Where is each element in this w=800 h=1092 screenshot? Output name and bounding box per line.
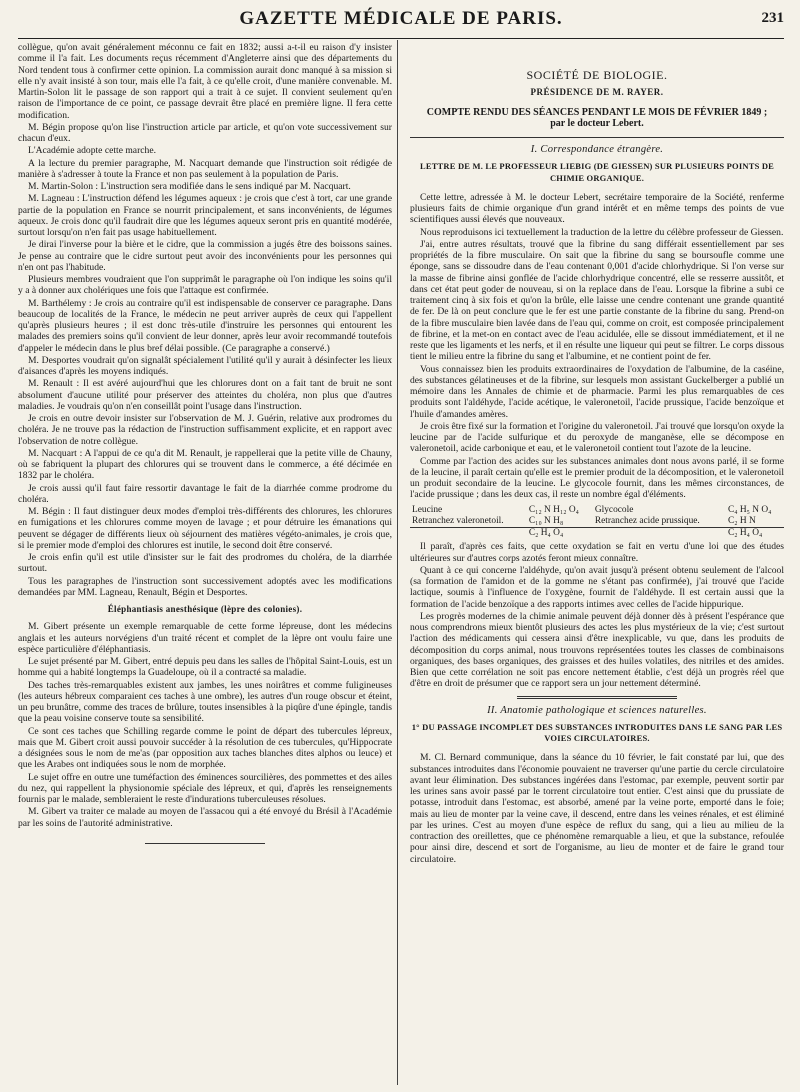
section-heading-correspondance: I. Correspondance étrangère. — [530, 144, 664, 155]
society-title: SOCIÉTÉ DE BIOLOGIE. — [526, 68, 668, 82]
paragraph: M. Cl. Bernard communique, dans la séance du 10 février, le fait constaté par lui, que des substances introduites dans l'économie pouvaient ne traverser qu'une partie du cercle circulatoire avant leur élimination. Des substances ingérées dans l'estomac, par exemple, peuvent sortir par les urines sans avoir passé par le torrent circulatoire tout entier. C'est ainsi que du prussiate de potasse, introduit dans l'estomac, est absorbé, amené par la veine porte, emporté dans le foie; mais au lieu de monter par la veine cave, il descend, entre dans les veines rénales, et est éliminé par les urines. C'est au moyen d'une espèce de reflux du sang, qui a lieu au milieu de la contraction des oreillettes, que ce phénomène remarquable a lieu, et que la substance, refoulée pour ainsi dire, descend et sort de l'organisme, au lieu de monter et de faire le grand tour circulatoire. — [410, 752, 784, 865]
separator — [410, 137, 784, 138]
formula-cell: Glycocole — [594, 504, 634, 515]
left-column — [18, 42, 392, 844]
formula-cell: C₁₂ N H₁₂ O₄ — [528, 504, 579, 515]
letter-heading: LETTRE DE M. LE PROFESSEUR LIEBIG (DE GIESSEN) SUR PLUSIEURS POINTS DE CHIMIE ORGANIQUE. — [419, 161, 775, 183]
paragraph: M. Bégin propose qu'on lise l'instruction article par article, et qu'on vote successivement sur chacun d'eux. — [18, 121, 392, 144]
formula-cell: C₁₀ N H₈ — [528, 515, 564, 526]
paragraph: L'Académie adopte cette marche. — [28, 145, 156, 157]
paragraph: Plusieurs membres voudraient que l'on supprimât le paragraphe où l'on indique les soins qu'il y a à donner aux cholériques une fois que l'attaque est confirmée. — [18, 274, 392, 297]
column-divider — [397, 40, 398, 1085]
formula-row — [410, 516, 784, 528]
formula-cell: Retranchez acide prussique. — [594, 515, 700, 526]
paragraph: M. Nacquart : A l'appui de ce qu'a dit M. Renault, je rappellerai que la petite ville de Chauny, où se fabriquent la plupart des chlorures qui se trouvent dans le commerce, a été décimée en 1832 par le choléra. — [18, 447, 392, 482]
presidence-line: PRÉSIDENCE DE M. RAYER. — [530, 87, 664, 98]
paragraph: A la lecture du premier paragraphe, M. Nacquart demande que l'instruction soit rédigée de manière à s'adresser à toute la France et non pas seulement à la population de Paris. — [18, 157, 392, 180]
paragraph: Ce sont ces taches que Schilling regarde comme le point de départ des tubercules lépreux, mais que M. Gibert croit aussi pouvoir succéder à la résolution de ces tubercules, qu'Hippocrate a désignées sous le nom de me'as (par opposition aux taches blanches dites alphos ou leuce) et que les Arabes ont indiquées sous le nom de morphée. — [18, 725, 392, 771]
formula-cell: Retranchez valeronetoil. — [412, 515, 504, 526]
paragraph: Cette lettre, adressée à M. le docteur Lebert, secrétaire temporaire de la Société, renferme plusieurs faits de chimie organique d'un grand intérêt et en même temps des points de vue scientifiques aussi élevés que nouveaux. — [410, 191, 784, 226]
paragraph: M. Martin-Solon : L'instruction sera modifiée dans le sens indiqué par M. Nacquart. — [28, 181, 351, 192]
paragraph: M. Barthélemy : Je crois au contraire qu'il est indispensable de conserver ce paragraphe. Dans beaucoup de localités de la France, le médecin ne peut arriver auprès de ceux qui l'appellent qu'après plusieurs heures ; il est donc très-utile d'instruire les personnes qui entourent les malades des premiers soins qu'il convient de leur donner, après leur avoir recommandé toutefois d'appeler le médecin dans le plus bref délai possible. (Ce paragraphe a conservé.) — [18, 297, 392, 354]
formula-cell: C₂ H₄ O₄ — [528, 528, 564, 538]
formula-cell: C₂ H N — [728, 515, 756, 526]
subsection-heading: 1° DU PASSAGE INCOMPLET DES SUBSTANCES INTRODUITES DANS LE SANG PAR LES VOIES CIRCULATOIRES. — [411, 721, 783, 743]
page-number: 231 — [761, 10, 784, 26]
paragraph: M. Gibert présente un exemple remarquable de cette forme lépreuse, dont les médecins anglais et les auteurs norvégiens d'un traité récent et complet de la lèpre ont voulu faire une espèce particulière d'éléphantiasis. — [18, 621, 392, 655]
compte-rendu-line: COMPTE RENDU DES SÉANCES PENDANT LE MOIS DE FÉVRIER 1849 ; — [426, 106, 768, 118]
formula-cell — [593, 528, 726, 540]
journal-title: GAZETTE MÉDICALE DE PARIS. — [239, 8, 563, 29]
paragraph: Le sujet présenté par M. Gibert, entré depuis peu dans les salles de l'hôpital Saint-Louis, est un homme qui a habité longtemps la Guadeloupe, où il a contracté sa maladie. — [18, 656, 392, 679]
paragraph: Vous connaissez bien les produits extraordinaires de l'oxydation de l'albumine, de la caséine, des substances gélatineuses et de la fibrine, sur lesquels mon assistant Guckelberger a publié un mémoire dans les Annales de chimie et de pharmacie. Parmi les plus remarquables de ces produits sont l'aldéhyde, l'acide acétique, le valeronetoil, l'acide prussique, l'acide benzoïque et l'huile d'amandes amères. — [410, 363, 784, 420]
double-rule — [517, 696, 677, 699]
paragraph: Le sujet offre en outre une tuméfaction des éminences sourcilières, des pommettes et des ailes du nez, qui rappellent la physionomie spéciale des lépreux, et qui, d'après les renseignements fournis par le malade, sembleraient le reste d'indurations tuberculeuses résolues. — [18, 771, 392, 805]
formula-cell: C₄ H₅ N O₄ — [728, 504, 772, 515]
paragraph: J'ai, entre autres résultats, trouvé que la fibrine du sang différait essentiellement par ses propriétés de la fibre musculaire. On sait que la fibrine du sang se boursoufle comme une éponge, sans se dissoudre dans de l'eau contenant 0,001 d'acide chlorhydrique. Si l'on verse sur la masse de fibrine ainsi gonflée de l'acide chlorhydrique concentré, elle se resserre aussitôt, et dans cet état peut goder de nouveau, si on la replace dans de l'eau. Lorsque la fibrine a subi ce traitement cinq à six fois et qu'on la brûle, elle laisse une cendre contenant une grande quantité de fer. De là on peut conclure que le fer est une partie constante de la fibrine du sang. Prend-on de la fibre musculaire bien lavée dans de l'eau qui, comme on croit, est composée principalement de fibrine, et la met-on en contact avec de l'eau acidulée, elle se dissout immédiatement, et il ne reste que les ligaments et les nerfs, et il en résulte une liqueur qui peut se filtrer. Le corps dissous tient le milieu entre la fibrine du sang et l'albumine, et ne contient point de fer. — [410, 238, 784, 363]
paragraph: M. Bégin : Il faut distinguer deux modes d'emploi très-différents des chlorures, les chlorures en fumigations et les chlorures comme moyen de lavage ; et pour détruire les émanations qui peuvent se dégager de différents lieux où séjournent des matières végéto-animales, je crois que, si le premier mode d'emploi des chlorures est inutile, le second doit être conservé. — [18, 506, 392, 551]
formula-table — [410, 505, 784, 540]
paragraph: Nous reproduisons ici textuellement la traduction de la lettre du célèbre professeur de Giessen. — [420, 226, 784, 238]
formula-row — [410, 505, 784, 516]
formula-cell: C₂ H₄ O₄ — [728, 528, 763, 538]
section-heading-elephantiasis: Éléphantiasis anesthésique (lèpre des colonies). — [107, 604, 303, 614]
paragraph: Je crois être fixé sur la formation et l'origine du valeronetoil. J'ai trouvé que lorsqu'on oxyde la leucine par de l'acide sulfurique et du peroxyde de manganèse, elle se décompose en valeronetoil, acide carbonique et eau, et le valeronetoil contient tout l'azote de la leucine. — [410, 420, 784, 455]
paragraph: Les progrès modernes de la chimie animale peuvent déjà donner dès à présent l'espérance que nous comprendrons mieux bientôt plusieurs des actes les plus mystérieux de la vie; c'est surtout l'action des médicaments qui cessera ainsi d'être inexplicable, vu que, dans les produits de décomposition du corps animal, nous trouvons représentées toutes les classes de combinaisons organiques, des bases organiques, des graisses et des huiles volatiles, des nitriles et des amides. Bien que cette corrélation ne soit pas encore nettement établie, c'est déjà un progrès réel que d'être en droit de présumer que ce rapport sera un jour nettement déterminé. — [410, 610, 784, 690]
section-heading-anatomie: II. Anatomie pathologique et sciences naturelles. — [487, 704, 707, 716]
paragraph: Il paraît, d'après ces faits, que cette oxydation se fait en vertu d'une loi que des études ultérieures sur d'autres corps azotés feront mieux connaître. — [410, 541, 784, 564]
formula-cell — [410, 528, 527, 540]
paragraph: M. Renault : Il est avéré aujourd'hui que les chlorures dont on a fait tant de bruit ne sont absolument d'aucune utilité pour préserver des atteintes du choléra, non plus que d'autres maladies. Je voudrais qu'on n'en conseillât point l'usage dans l'instruction. — [18, 378, 392, 412]
paragraph: Comme par l'action des acides sur les substances animales dont nous avons parlé, il se forme de la leucine, il paraît certain qu'elle est le premier produit de la décomposition, et le valeronetoil un produit secondaire de la leucine. Le glycocole fournit, dans les mêmes circonstances, de l'acide prussique ; dans les deux cas, il reste un nombre égal d'éléments. — [410, 455, 784, 501]
right-column — [410, 42, 784, 866]
paragraph: Quant à ce qui concerne l'aldéhyde, qu'on avait jusqu'à présent obtenu seulement de l'alcool (sa formation de l'amidon et de la gomme ne s'étant pas confirmée), j'ai trouvé que l'acide lactique, soumis à l'influence de l'oxygène, fournit de l'aldéhyde. Il est certain aussi que la formation de l'acide benzoïque a des rapports intimes avec celles de l'acide hippurique. — [410, 564, 784, 610]
paragraph: collègue, qu'on avait généralement méconnu ce fait en 1832; aussi a-t-il eu raison d'y insister comme il l'a fait. Les documents reçus récemment d'Angleterre ainsi que des départements du Nord tendent tous à confirmer cette opinion. La commission aurait donc manqué à sa mission si elle n'y avait insisté à son tour, mais elle l'a fait, à ce qu'elle croit, d'une manière convenable. M. Martin-Solon lit le passage de son rapport qui a trait à ce sujet. Il convient seulement qu'en raison de l'importance de ce point, ce passage devrait être placé en première ligne. Il fera cette modification. — [18, 42, 392, 121]
formula-row — [410, 528, 784, 540]
paragraph: Je crois enfin qu'il est utile d'insister sur le fait des prodromes du choléra, de la diarrhée surtout. — [18, 552, 392, 575]
paragraph: Je crois en outre devoir insister sur l'observation de M. J. Guérin, relative aux prodromes du choléra. Je ne trouve pas la rédaction de l'instruction suffisamment explicite, et en rapport avec l'observation de notre collègue. — [18, 413, 392, 447]
paragraph: Je crois aussi qu'il faut faire ressortir davantage le fait de la diarrhée comme prodrome du choléra. — [18, 482, 392, 505]
paragraph: M. Gibert va traiter ce malade au moyen de l'assacou qui a été envoyé du Brésil à l'Académie par les soins de l'autorité administrative. — [18, 806, 392, 829]
compte-rendu-author: par le docteur Lebert. — [550, 117, 644, 129]
paragraph: Tous les paragraphes de l'instruction sont successivement adoptés avec les modifications demandées par MM. Lagneau, Renault, Bégin et Desportes. — [18, 575, 392, 598]
paragraph: Je dirai l'inverse pour la bière et le cidre, que la commission a jugés être des boissons saines. Je pense au contraire que le cidre surtout peut avoir des inconvénients pour les personnes qui n'en ont pas l'habitude. — [18, 239, 392, 273]
page-header — [18, 4, 784, 39]
formula-cell: Leucine — [412, 504, 443, 515]
paragraph: M. Lagneau : L'instruction défend les légumes aqueux : je crois que c'est à tort, car une grande partie de la population en France se nourrit principalement, et sans inconvénients, de légumes aqueux. Je crois donc qu'il faudrait dire que les légumes aqueux seront pris en quantité modérée, surtout lorsqu'on n'en fait pas usage habituellement. — [18, 193, 392, 238]
paragraph: Des taches très-remarquables existent aux jambes, les unes noirâtres et comme fuligineuses (les auteurs hébreux comparaient ces taches à une ombre), les autres d'un rouge obscur et éteint, un peu brunâtre, comme des traces de brûlure, toutes insensibles à la piqûre d'une épingle, tandis que la peau voisine conserve toute sa sensibilité. — [18, 679, 392, 725]
paragraph: M. Desportes voudrait qu'on signalât spécialement l'utilité qu'il y aurait à désinfecter les lieux d'aisances d'après les moyens indiqués. — [18, 354, 392, 377]
end-rule — [145, 843, 265, 844]
compte-rendu-title — [410, 107, 784, 130]
